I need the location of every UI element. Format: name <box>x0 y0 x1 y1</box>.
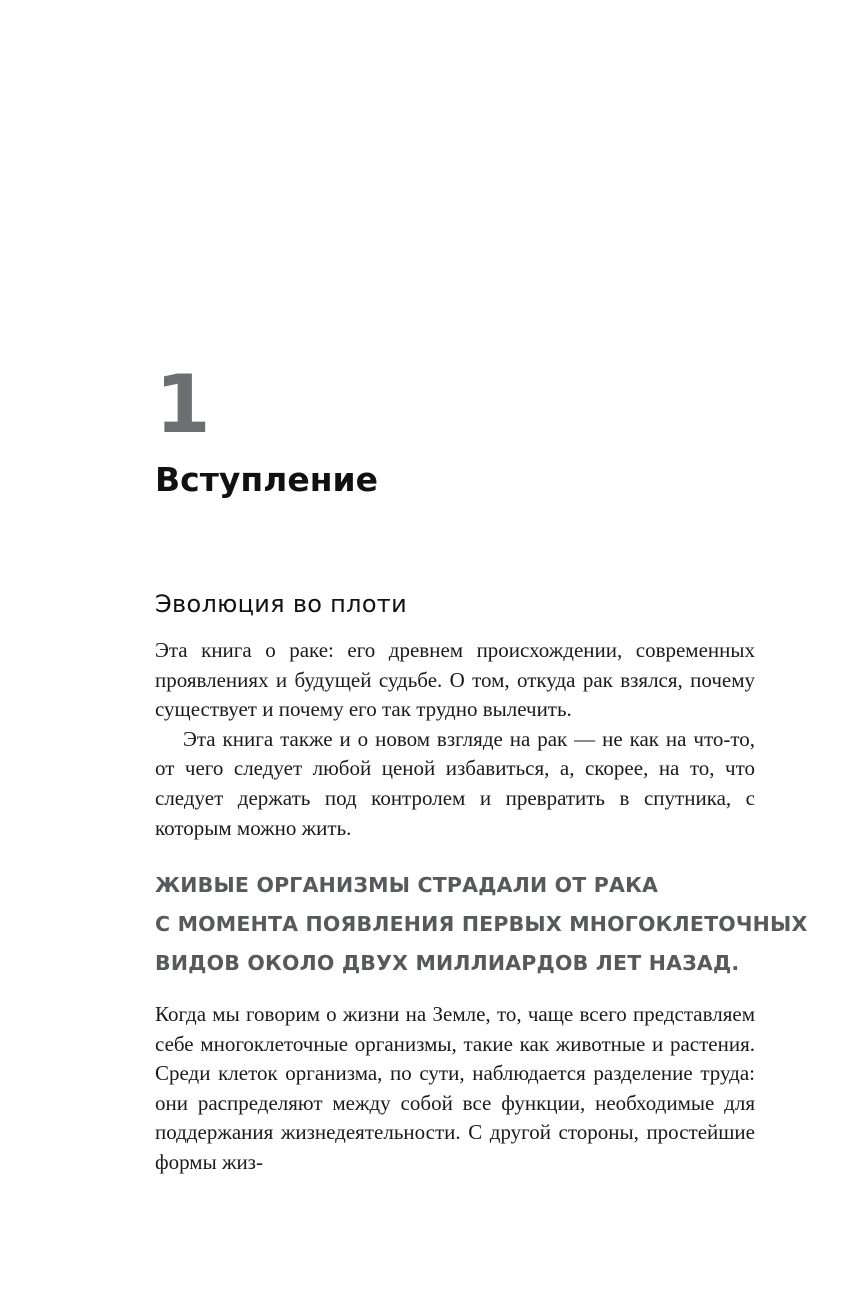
pull-quote <box>155 866 808 983</box>
intro-paragraph: Эта книга о раке: его древнем происхождении, современных проявлениях и будущей судьбе. О том, откуда рак взялся, почему существует и почему его так трудно вылечить. <box>155 638 755 722</box>
chapter-number: 1 <box>155 358 211 451</box>
intro-paragraph: Эта книга также и о новом взгляде на рак — не как на что-то, от чего следует любой ценой избавиться, а, скорее, на то, что следует держать под контролем и превратить в спутника, с которым можно жить. <box>155 726 755 840</box>
pull-quote-line: С МОМЕНТА ПОЯВЛЕНИЯ ПЕРВЫХ МНОГОКЛЕТОЧНЫХ <box>155 912 808 936</box>
pull-quote-line: ВИДОВ ОКОЛО ДВУХ МИЛЛИАРДОВ ЛЕТ НАЗАД. <box>155 951 740 975</box>
intro-text <box>155 636 755 843</box>
body-paragraph: Когда мы говорим о жизни на Земле, то, чаще всего представляем себе многоклеточные организмы, такие как животные и растения. Среди клеток организма, по сути, наблюдается разделение труда: они распределяют между собой все функции, необходимые для поддержания жизнедеятельности. С другой стороны, простейшие формы жиз- <box>155 1002 755 1174</box>
chapter-title: Вступление <box>155 460 379 499</box>
section-heading: Эволюция во плоти <box>155 590 407 618</box>
body-text <box>155 1000 755 1178</box>
pull-quote-line: ЖИВЫЕ ОРГАНИЗМЫ СТРАДАЛИ ОТ РАКА <box>155 873 659 897</box>
